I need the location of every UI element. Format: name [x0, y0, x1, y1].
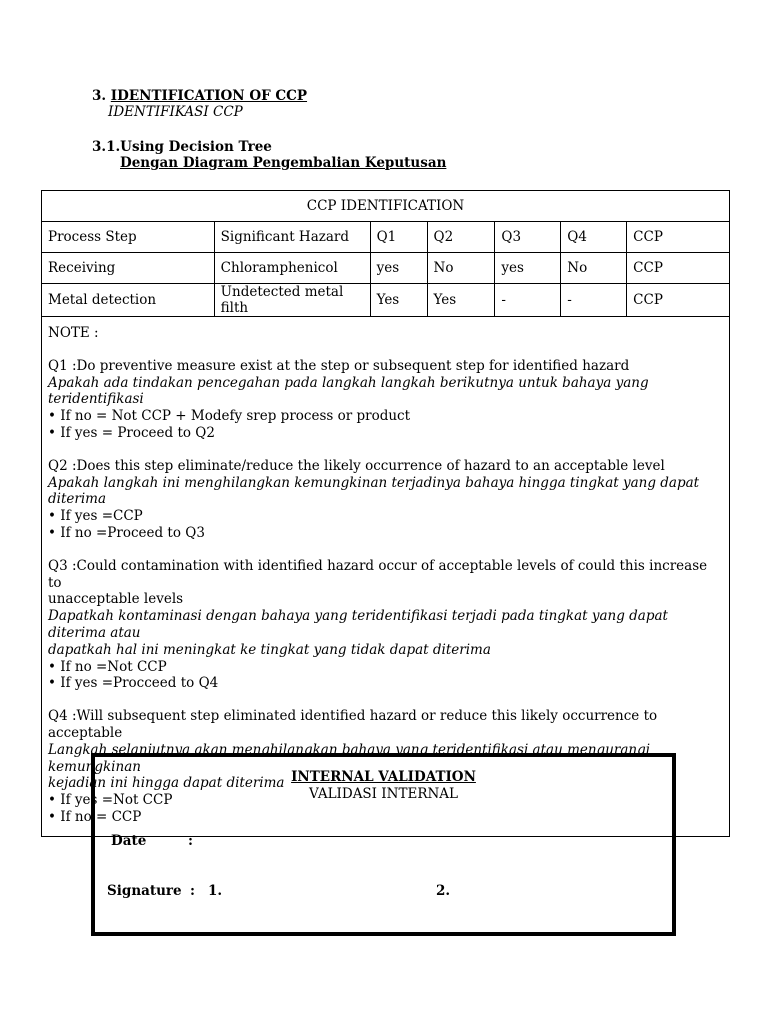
validation-title: INTERNAL VALIDATION — [291, 769, 476, 785]
header-cell: Q1 — [370, 222, 427, 253]
table-cell: CCP — [627, 284, 730, 317]
section-number: 3. — [92, 88, 107, 104]
signature-2: 2. — [436, 883, 451, 899]
table-row — [42, 253, 730, 284]
q4-option: • If no = CCP — [48, 808, 142, 825]
table-cell: CCP — [627, 253, 730, 284]
q3-question: Q3 :Could contamination with identified hazard occur of acceptable levels of could this increase to — [48, 557, 708, 591]
q3-translation-cont: dapatkah hal ini meningkat ke tingkat yang tidak dapat diterima — [48, 641, 491, 658]
q2-option: • If yes =CCP — [48, 508, 143, 525]
signature-1: 1. — [208, 883, 223, 899]
section-title — [92, 88, 307, 104]
q3-question-cont: unacceptable levels — [48, 591, 184, 608]
table-cell: Receiving — [42, 253, 215, 284]
header-cell: Process Step — [42, 222, 215, 253]
subsection-subtitle: Dengan Diagram Pengembalian Keputusan — [120, 155, 447, 171]
validation-subtitle: VALIDASI INTERNAL — [308, 786, 459, 802]
header-cell: Significant Hazard — [214, 222, 370, 253]
table-cell: Metal detection — [42, 284, 215, 317]
section-title-text: IDENTIFICATION OF CCP — [110, 88, 308, 104]
ccp-identification-table — [41, 190, 730, 837]
header-cell: Q3 — [495, 222, 561, 253]
q4-translation-cont: kejadian ini hingga dapat diterima — [48, 775, 285, 792]
table-cell: - — [561, 284, 627, 317]
table-cell: Undetected metal filth — [214, 284, 370, 317]
q4-question: Q4 :Will subsequent step eliminated identified hazard or reduce this likely occurrence to acceptable — [48, 708, 658, 741]
signature-label: Signature — [107, 883, 182, 899]
internal-validation-box — [91, 753, 676, 936]
section-subtitle: IDENTIFIKASI CCP — [108, 104, 243, 120]
table-header-row — [42, 222, 730, 253]
q2-option: • If no =Proceed to Q3 — [48, 524, 205, 541]
header-cell: Q2 — [427, 222, 495, 253]
q3-option: • If yes =Procceed to Q4 — [48, 675, 219, 692]
table-cell: No — [427, 253, 495, 284]
subsection-title: 3.1.Using Decision Tree — [92, 139, 272, 155]
q2-translation: Apakah langkah ini menghilangkan kemungkinan terjadinya bahaya hingga tingkat yang dapat diterima — [48, 474, 700, 508]
date-label: Date — [111, 833, 147, 849]
table-cell: yes — [495, 253, 561, 284]
table-cell: Yes — [370, 284, 427, 317]
table-cell: Yes — [427, 284, 495, 317]
table-title: CCP IDENTIFICATION — [42, 191, 730, 222]
q1-option: • If yes = Proceed to Q2 — [48, 424, 215, 441]
q1-option: • If no = Not CCP + Modefy srep process or product — [48, 408, 411, 425]
table-cell: Chloramphenicol — [214, 253, 370, 284]
subsection-heading — [92, 139, 446, 171]
q4-option: • If yes =Not CCP — [48, 792, 173, 809]
q2-question: Q2 :Does this step eliminate/reduce the likely occurrence of hazard to an acceptable level — [48, 457, 665, 474]
table-cell: No — [561, 253, 627, 284]
q3-translation: Dapatkah kontaminasi dengan bahaya yang teridentifikasi terjadi pada tingkat yang dapat diterima atau — [48, 608, 668, 641]
date-colon: : — [188, 833, 193, 849]
section-heading — [92, 88, 307, 120]
q3-option: • If no =Not CCP — [48, 658, 167, 675]
q4-translation: Langkah selanjutnya akan menghilangkan bahaya yang teridentifikasi atau mengurangi kemungkinan — [48, 741, 651, 775]
table-row — [42, 284, 730, 317]
q1-translation: Apakah ada tindakan pencegahan pada langkah langkah berikutnya untuk bahaya yang teridentifikasi — [48, 374, 649, 408]
table-cell: yes — [370, 253, 427, 284]
note-label: NOTE : — [48, 325, 99, 341]
signature-colon: : — [190, 883, 195, 899]
table-cell: - — [495, 284, 561, 317]
header-cell: Q4 — [561, 222, 627, 253]
header-cell: CCP — [627, 222, 730, 253]
q1-question: Q1 :Do preventive measure exist at the step or subsequent step for identified hazard — [48, 357, 630, 374]
